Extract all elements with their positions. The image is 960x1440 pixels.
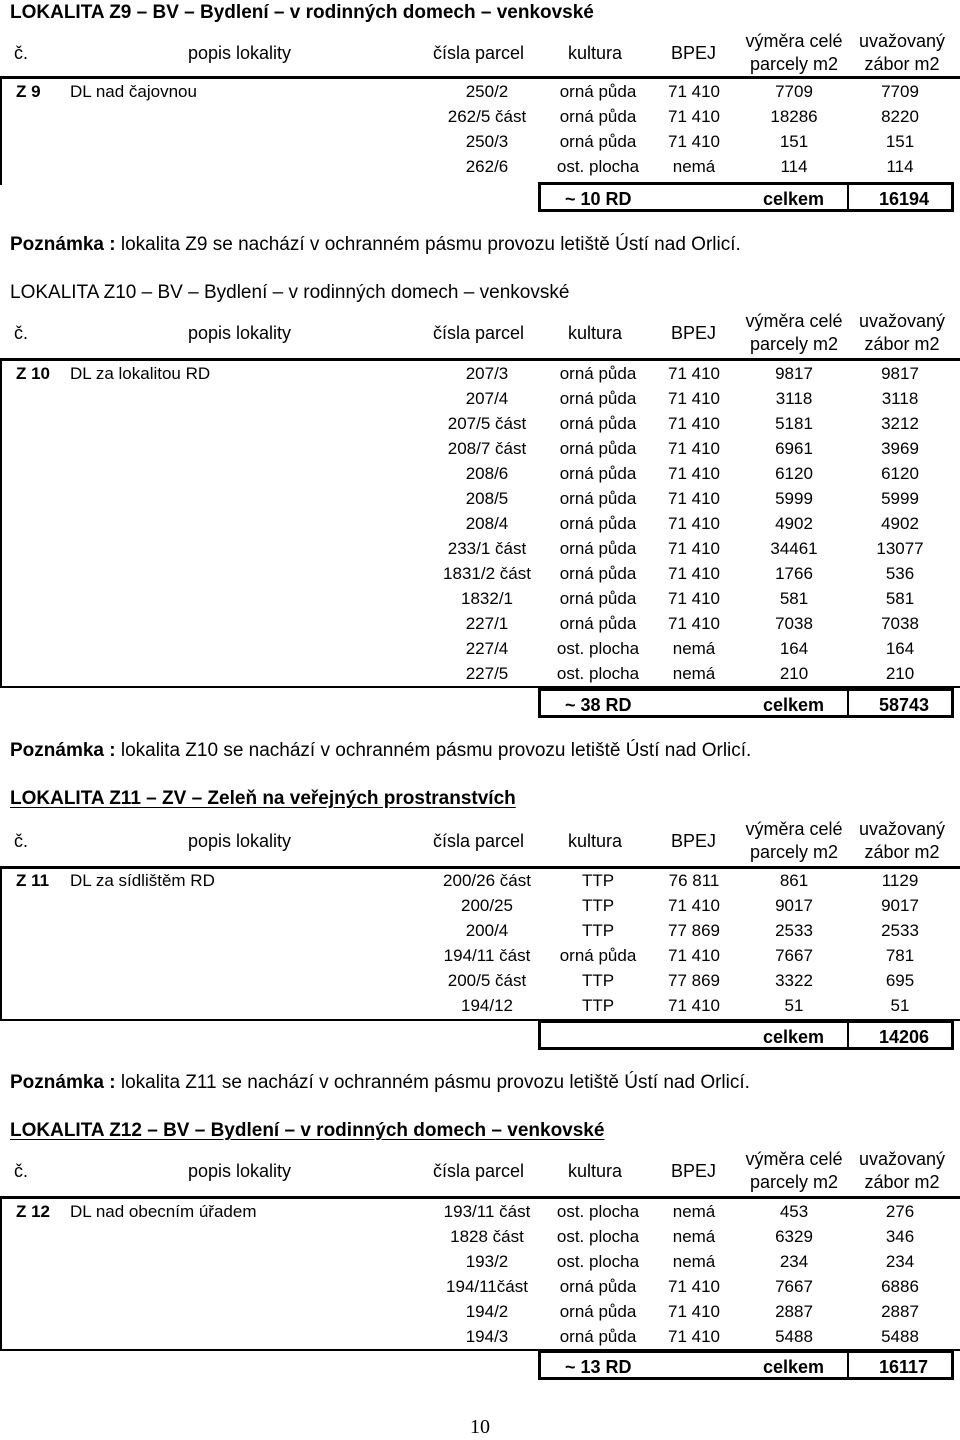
- cell-area: 9817: [775, 364, 813, 383]
- cell-bpej: nemá: [672, 1202, 716, 1221]
- cell-area: 7709: [775, 82, 813, 101]
- cell-taken: 346: [885, 1227, 915, 1246]
- cell-parcel: 1832/1: [461, 589, 513, 608]
- cell-taken: 2887: [881, 1302, 919, 1321]
- cell-id: Z 12: [16, 1202, 51, 1221]
- page-number: 10: [470, 1416, 490, 1438]
- table-row: [0, 511, 960, 536]
- cell-bpej: nemá: [672, 1227, 716, 1246]
- cell-area: 5181: [775, 414, 813, 433]
- table-row: [0, 611, 960, 636]
- table-row: [0, 868, 960, 893]
- cell-id: Z 11: [16, 871, 50, 890]
- cell-taken: 781: [885, 946, 915, 965]
- header-desc: popis lokality: [188, 43, 292, 63]
- section-title-z12: LOKALITA Z12 – BV – Bydlení – v rodinných domech – venkovské: [10, 1120, 605, 1141]
- cell-taken: 6886: [881, 1277, 919, 1296]
- cell-culture: orná půda: [559, 132, 637, 151]
- cell-parcel: 250/3: [465, 132, 509, 151]
- cell-taken: 9017: [881, 896, 919, 915]
- cell-taken: 2533: [881, 921, 919, 940]
- table-row: [0, 79, 960, 104]
- cell-bpej: 76 811: [668, 871, 720, 890]
- cell-bpej: 77 869: [668, 971, 720, 990]
- table-row: [0, 386, 960, 411]
- cell-bpej: 71 410: [668, 389, 720, 408]
- cell-parcel: 194/11část: [446, 1277, 528, 1296]
- cell-taken: 210: [885, 664, 915, 683]
- cell-culture: orná půda: [559, 107, 637, 126]
- cell-bpej: nemá: [672, 157, 716, 176]
- cell-taken: 6120: [881, 464, 919, 483]
- cell-culture: orná půda: [559, 464, 637, 483]
- cell-area: 9017: [775, 896, 813, 915]
- cell-area: 18286: [770, 107, 818, 126]
- cell-parcel: 194/12: [461, 996, 513, 1015]
- table-row: [0, 993, 960, 1018]
- cell-taken: 13077: [876, 539, 924, 558]
- cell-culture: TTP: [581, 921, 615, 940]
- cell-area: 114: [780, 157, 808, 176]
- cell-parcel: 208/5: [465, 489, 509, 508]
- cell-bpej: 71 410: [668, 1302, 720, 1321]
- cell-bpej: 71 410: [668, 1277, 720, 1296]
- cell-parcel: 207/5 část: [447, 414, 527, 433]
- cell-culture: ost. plocha: [556, 639, 640, 658]
- cell-culture: orná půda: [559, 439, 637, 458]
- cell-area: 453: [779, 1202, 809, 1221]
- cell-area: 164: [779, 639, 809, 658]
- table-row: [0, 129, 960, 154]
- cell-parcel: 207/4: [465, 389, 509, 408]
- cell-parcel: 207/3: [465, 364, 509, 383]
- cell-bpej: 71 410: [668, 439, 720, 458]
- table-row: [0, 536, 960, 561]
- cell-parcel: 1831/2 část: [443, 564, 531, 583]
- cell-area: 51: [784, 996, 804, 1015]
- cell-culture: orná půda: [559, 489, 637, 508]
- table-row: [0, 1324, 960, 1349]
- cell-taken: 164: [885, 639, 915, 658]
- cell-culture: ost. plocha: [556, 1202, 640, 1221]
- summary-z11: celkem 14206: [538, 1020, 954, 1050]
- rd-count: ~ 10 RD: [565, 189, 632, 209]
- table-row: [0, 893, 960, 918]
- cell-bpej: 71 410: [668, 614, 720, 633]
- cell-area: 6961: [775, 439, 813, 458]
- table-header-z10: č. popis lokality čísla parcel kultura BPEJ výměra celé parcely m2 uvažovaný zábor m2: [14, 311, 946, 354]
- header-parcels: čísla parcel: [433, 43, 525, 63]
- cell-taken: 5488: [881, 1327, 919, 1346]
- cell-area: 2887: [775, 1302, 813, 1321]
- cell-bpej: 71 410: [668, 82, 720, 101]
- cell-culture: orná půda: [559, 1277, 637, 1296]
- table-row: [0, 661, 960, 686]
- total-label: celkem: [763, 189, 825, 209]
- cell-parcel: 262/5 část: [447, 107, 527, 126]
- table-row: [0, 1249, 960, 1274]
- table-row: [0, 1299, 960, 1324]
- cell-bpej: 71 410: [668, 489, 720, 508]
- cell-bpej: nemá: [672, 664, 716, 683]
- cell-bpej: 71 410: [668, 564, 720, 583]
- cell-parcel: 200/4: [465, 921, 509, 940]
- cell-area: 7667: [775, 946, 813, 965]
- table-row: [0, 104, 960, 129]
- cell-parcel: 194/3: [465, 1327, 509, 1346]
- cell-parcel: 227/1: [465, 614, 509, 633]
- cell-bpej: 71 410: [668, 589, 720, 608]
- table-row: [0, 561, 960, 586]
- cell-culture: orná půda: [559, 946, 637, 965]
- table-row: [0, 968, 960, 993]
- cell-taken: 276: [885, 1202, 915, 1221]
- table-row: [0, 436, 960, 461]
- header-culture: kultura: [568, 43, 623, 63]
- summary-z10: ~ 38 RD celkem 58743: [538, 688, 954, 718]
- cell-parcel: 208/4: [465, 514, 509, 533]
- cell-bpej: 71 410: [668, 464, 720, 483]
- cell-culture: orná půda: [559, 1327, 637, 1346]
- cell-parcel: 262/6: [465, 157, 509, 176]
- section-title-z10: LOKALITA Z10 – BV – Bydlení – v rodinných domech – venkovské: [10, 282, 570, 303]
- cell-parcel: 194/2: [465, 1302, 509, 1321]
- cell-culture: orná půda: [559, 364, 637, 383]
- cell-bpej: 71 410: [668, 996, 720, 1015]
- table-header-z12: č. popis lokality čísla parcel kultura BPEJ výměra celé parcely m2 uvažovaný zábor m2: [14, 1149, 946, 1192]
- table-header-z9: [0, 28, 960, 78]
- cell-taken: 114: [886, 157, 914, 176]
- note-z10: Poznámka : lokalita Z10 se nachází v ochranném pásmu provozu letiště Ústí nad Orlicí.: [10, 740, 752, 761]
- table-row: [0, 461, 960, 486]
- cell-bpej: 71 410: [668, 107, 720, 126]
- table-row: [0, 154, 960, 179]
- header-bpej: BPEJ: [671, 43, 717, 63]
- cell-area: 210: [779, 664, 809, 683]
- cell-area: 1766: [775, 564, 813, 583]
- header-taken: uvažovaný zábor m2: [858, 31, 946, 74]
- cell-parcel: 193/11 část: [443, 1202, 531, 1221]
- cell-bpej: nemá: [672, 639, 716, 658]
- cell-culture: orná půda: [559, 564, 637, 583]
- cell-area: 7667: [775, 1277, 813, 1296]
- total-value: 16194: [879, 189, 930, 209]
- cell-taken: 3212: [881, 414, 919, 433]
- cell-desc: DL za sídlištěm RD: [70, 871, 215, 890]
- cell-area: 581: [779, 589, 809, 608]
- cell-area: 6329: [775, 1227, 813, 1246]
- cell-bpej: 71 410: [668, 896, 720, 915]
- header-id: č.: [14, 43, 29, 63]
- table-row: [0, 918, 960, 943]
- cell-bpej: nemá: [672, 1252, 716, 1271]
- cell-parcel: 227/5: [465, 664, 509, 683]
- section-title-z11: LOKALITA Z11 – ZV – Zeleň na veřejných prostranstvích: [10, 788, 516, 809]
- cell-culture: orná půda: [559, 82, 637, 101]
- cell-id: Z 10: [16, 364, 51, 383]
- note-z9: Poznámka : lokalita Z9 se nachází v ochranném pásmu provozu letiště Ústí nad Orlicí.: [10, 234, 741, 255]
- cell-area: 5488: [775, 1327, 813, 1346]
- cell-area: 2533: [775, 921, 813, 940]
- cell-culture: TTP: [581, 996, 615, 1015]
- cell-taken: 1129: [881, 871, 919, 890]
- cell-taken: 581: [885, 589, 915, 608]
- cell-culture: orná půda: [559, 539, 637, 558]
- cell-area: 234: [779, 1252, 809, 1271]
- cell-parcel: 200/25: [461, 896, 513, 915]
- cell-culture: orná půda: [559, 614, 637, 633]
- cell-parcel: 200/5 část: [447, 971, 527, 990]
- header-area: výměra celé parcely m2: [745, 31, 843, 74]
- cell-area: 7038: [775, 614, 813, 633]
- cell-parcel: 1828 část: [450, 1227, 524, 1246]
- cell-taken: 51: [890, 996, 910, 1015]
- cell-id: Z 9: [16, 82, 41, 101]
- cell-desc: DL nad čajovnou: [70, 82, 197, 101]
- cell-parcel: 250/2: [465, 82, 509, 101]
- cell-area: 861: [779, 871, 809, 890]
- cell-parcel: 200/26 část: [443, 871, 531, 890]
- cell-culture: TTP: [581, 971, 615, 990]
- cell-taken: 234: [885, 1252, 915, 1271]
- cell-culture: ost. plocha: [556, 1227, 640, 1246]
- cell-culture: orná půda: [559, 389, 637, 408]
- cell-parcel: 194/11 část: [443, 946, 531, 965]
- cell-bpej: 71 410: [668, 1327, 720, 1346]
- summary-z12: ~ 13 RD celkem 16117: [538, 1350, 954, 1380]
- cell-parcel: 193/2: [465, 1252, 509, 1271]
- cell-area: 3118: [775, 389, 813, 408]
- cell-taken: 3118: [881, 389, 919, 408]
- table-row: [0, 1274, 960, 1299]
- cell-taken: 151: [885, 132, 915, 151]
- cell-area: 6120: [775, 464, 813, 483]
- cell-taken: 7709: [881, 82, 919, 101]
- cell-culture: orná půda: [559, 414, 637, 433]
- cell-culture: ost. plocha: [556, 157, 640, 176]
- cell-parcel: 208/7 část: [447, 439, 527, 458]
- cell-culture: ost. plocha: [556, 664, 640, 683]
- cell-bpej: 77 869: [668, 921, 720, 940]
- table-row: [0, 361, 960, 386]
- cell-taken: 3969: [881, 439, 919, 458]
- cell-taken: 4902: [881, 514, 919, 533]
- cell-bpej: 71 410: [668, 539, 720, 558]
- cell-taken: 7038: [881, 614, 919, 633]
- cell-taken: 9817: [881, 364, 919, 383]
- cell-bpej: 71 410: [668, 946, 720, 965]
- cell-area: 34461: [770, 539, 818, 558]
- note-z11: Poznámka : lokalita Z11 se nachází v ochranném pásmu provozu letiště Ústí nad Orlicí.: [10, 1072, 750, 1093]
- cell-culture: ost. plocha: [556, 1252, 640, 1271]
- cell-area: 3322: [775, 971, 813, 990]
- cell-taken: 5999: [881, 489, 919, 508]
- cell-bpej: 71 410: [668, 364, 720, 383]
- cell-culture: TTP: [581, 896, 615, 915]
- table-row: [0, 486, 960, 511]
- table-row: [0, 943, 960, 968]
- cell-taken: 536: [885, 564, 915, 583]
- cell-bpej: 71 410: [668, 132, 720, 151]
- cell-area: 4902: [775, 514, 813, 533]
- section-title-z9: LOKALITA Z9 – BV – Bydlení – v rodinných domech – venkovské: [10, 2, 594, 23]
- table-row: [0, 411, 960, 436]
- cell-area: 5999: [775, 489, 813, 508]
- table-row: [0, 1199, 960, 1224]
- cell-bpej: 71 410: [668, 414, 720, 433]
- cell-taken: 8220: [881, 107, 919, 126]
- cell-culture: TTP: [581, 871, 615, 890]
- summary-z9: [538, 182, 954, 212]
- cell-culture: orná půda: [559, 514, 637, 533]
- cell-bpej: 71 410: [668, 514, 720, 533]
- cell-area: 151: [779, 132, 809, 151]
- cell-taken: 695: [885, 971, 915, 990]
- table-row: [0, 1224, 960, 1249]
- table-row: [0, 636, 960, 661]
- cell-culture: orná půda: [559, 1302, 637, 1321]
- cell-culture: orná půda: [559, 589, 637, 608]
- cell-desc: DL nad obecním úřadem: [70, 1202, 257, 1221]
- cell-parcel: 208/6: [465, 464, 509, 483]
- table-row: [0, 586, 960, 611]
- table-header-z11: č. popis lokality čísla parcel kultura BPEJ výměra celé parcely m2 uvažovaný zábor m2: [14, 819, 946, 862]
- cell-parcel: 227/4: [465, 639, 509, 658]
- cell-desc: DL za lokalitou RD: [70, 364, 211, 383]
- cell-parcel: 233/1 část: [447, 539, 527, 558]
